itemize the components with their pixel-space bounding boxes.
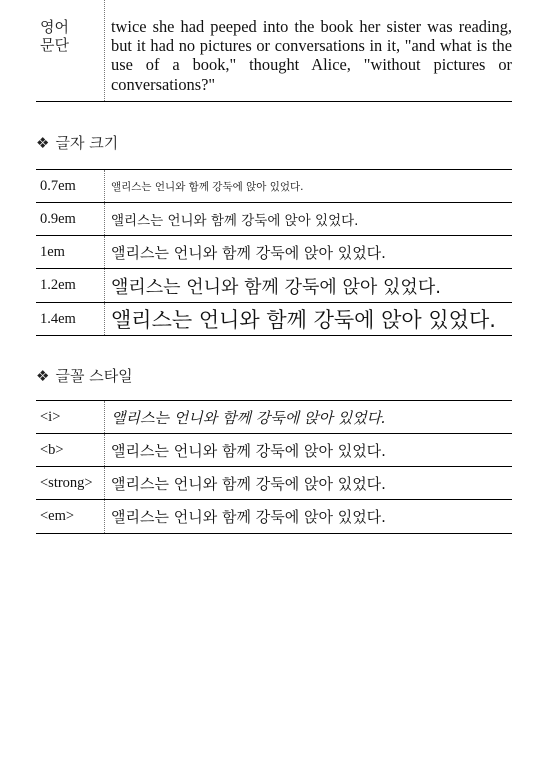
table-row xyxy=(36,467,512,500)
size-key: 1.2em xyxy=(36,269,105,303)
table-row xyxy=(36,434,512,467)
style-sample: 앨리스는 언니와 함께 강둑에 앉아 있었다. xyxy=(111,441,386,460)
font-size-table xyxy=(36,169,512,336)
size-key: 0.7em xyxy=(36,170,105,203)
table-row xyxy=(36,203,512,236)
diamond-bullet-icon: ❖ xyxy=(36,133,50,152)
section-title: 글꼴 스타일 xyxy=(55,367,133,385)
size-sample: 앨리스는 언니와 함께 강둑에 앉아 있었다. xyxy=(111,308,496,332)
table-row xyxy=(36,170,512,203)
style-key: <b> xyxy=(36,434,105,467)
section-title: 글자 크기 xyxy=(55,134,119,152)
diamond-bullet-icon: ❖ xyxy=(36,366,50,385)
section-heading-font-size xyxy=(36,132,118,153)
size-sample: 앨리스는 언니와 함께 강둑에 앉아 있었다. xyxy=(111,276,441,298)
english-paragraph-label xyxy=(36,0,105,101)
style-key: <em> xyxy=(36,500,105,534)
size-key: 0.9em xyxy=(36,203,105,236)
table-row xyxy=(36,303,512,336)
size-key: 1em xyxy=(36,236,105,269)
english-paragraph-table xyxy=(36,0,512,102)
label-line: 영어 문단 xyxy=(40,18,69,54)
font-style-table xyxy=(36,400,512,534)
size-sample: 앨리스는 언니와 함께 강둑에 앉아 있었다. xyxy=(111,180,304,193)
table-row xyxy=(36,236,512,269)
section-heading-font-style xyxy=(36,365,133,386)
english-paragraph-text: twice she had peeped into the book her sister was reading, but it had no pictures or conversations in it, "and what is the use of a book," thought Alice, "without pictures or conversations?" xyxy=(111,17,512,94)
table-row xyxy=(36,500,512,534)
size-key: 1.4em xyxy=(36,303,105,336)
table-row xyxy=(36,269,512,303)
style-sample: 앨리스는 언니와 함께 강둑에 앉아 있었다. xyxy=(111,508,386,526)
style-key: <strong> xyxy=(36,467,105,500)
table-row xyxy=(36,0,512,101)
table-row xyxy=(36,401,512,434)
size-sample: 앨리스는 언니와 함께 강둑에 앉아 있었다. xyxy=(111,243,386,262)
style-key: <i> xyxy=(36,401,105,434)
style-sample: 앨리스는 언니와 함께 강둑에 앉아 있었다. xyxy=(111,408,386,427)
style-sample: 앨리스는 언니와 함께 강둑에 앉아 있었다. xyxy=(111,474,386,493)
size-sample: 앨리스는 언니와 함께 강둑에 앉아 있었다. xyxy=(111,213,359,229)
